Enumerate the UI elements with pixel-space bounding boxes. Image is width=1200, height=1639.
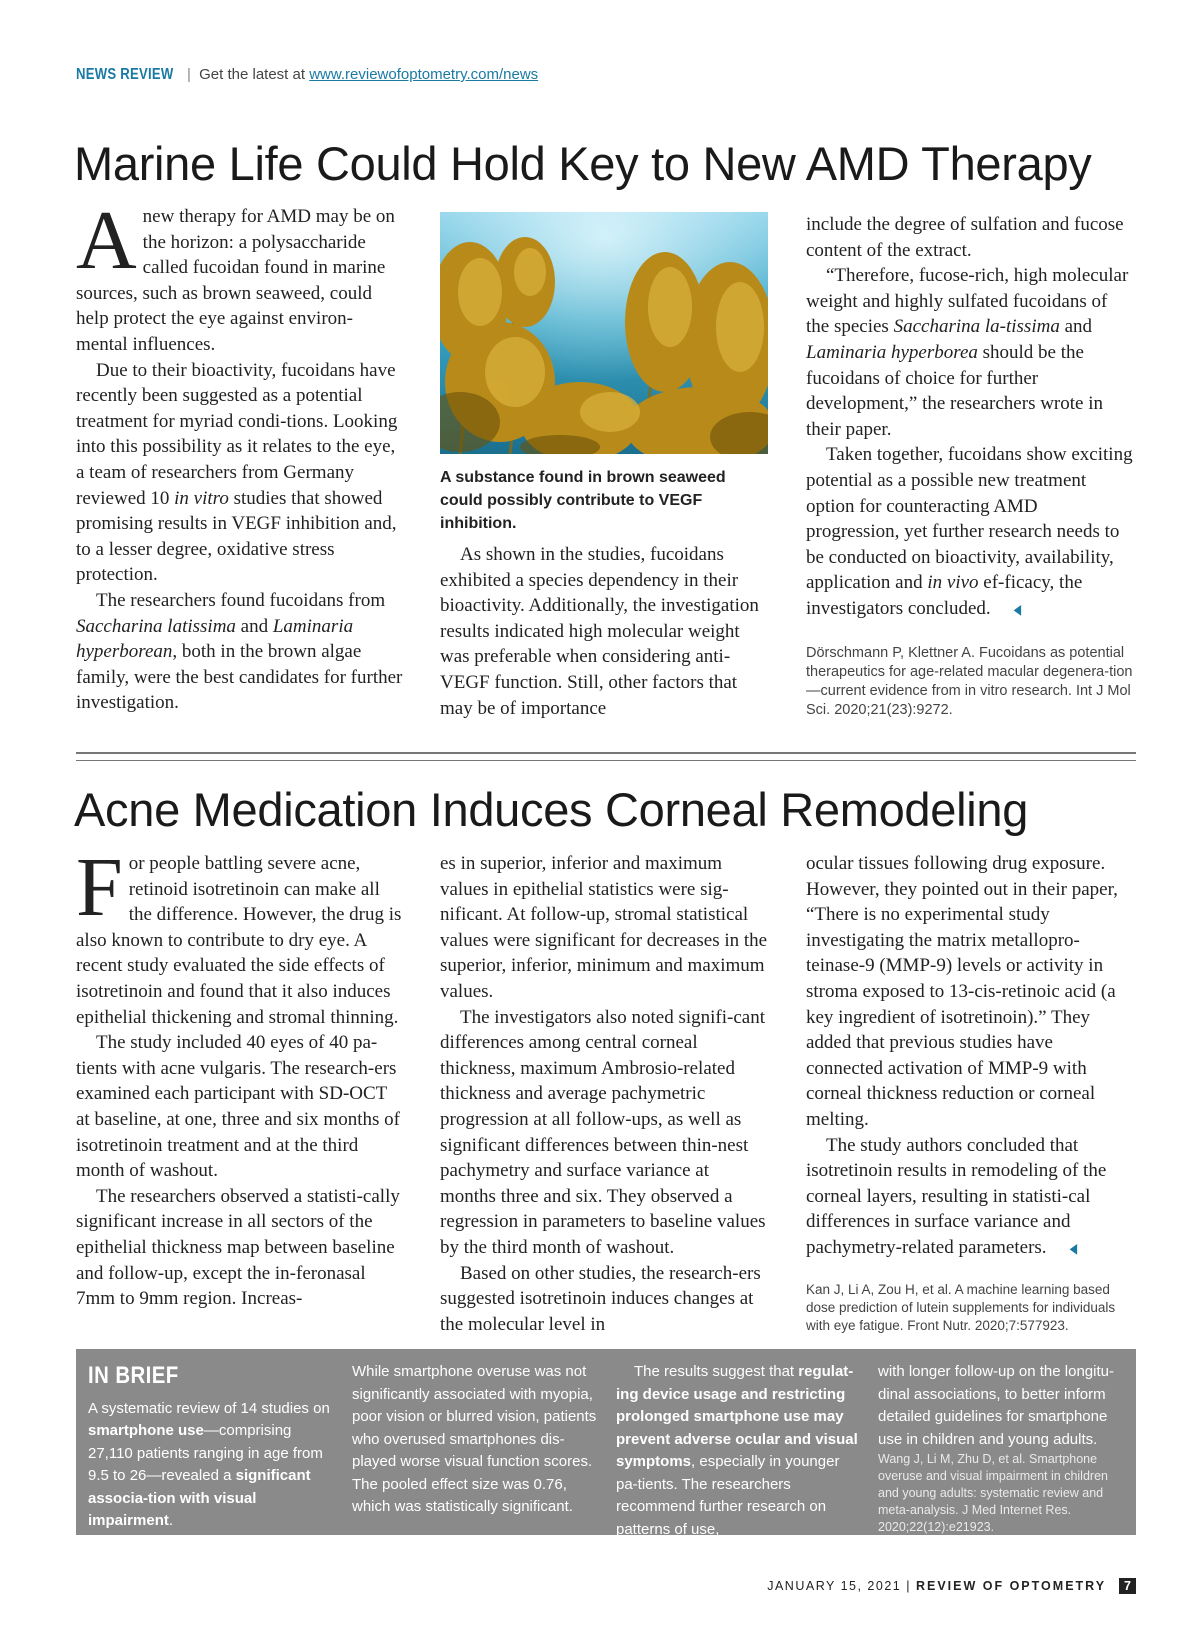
issue-date: JANUARY 15, 2021 <box>767 1579 902 1593</box>
in-brief-column-4: with longer follow-up on the longitu-dinal associations, to better inform detailed guidelines for smartphone use in children and young adults. Wang J, Li M, Zhu D, et al. Smartphone overuse and visual impairment in children and young adults: systematic review and meta-analysis. J Med Internet Res. 2020;22(12):e21923. <box>878 1361 1126 1536</box>
article2-column-3: ocular tissues following drug exposure. However, they pointed out in their paper, “There is no experimental study investigating the matrix metallopro-teinase-9 (MMP-9) levels or activity in stroma exposed to 13-cis-retinoic acid (a key ingredient of isotretinoin).” They added that previous studies have connected activation of MMP-9 with corneal thickness reduction or corneal melting. The study authors concluded that isotretinoin results in remodeling of the corneal layers, resulting in statisti-cal differences in surface variance and pachymetry-related parameters. ◀ <box>806 851 1134 1263</box>
in-brief-column-3: The results suggest that regulat-ing device usage and restricting prolonged smartphone use may prevent adverse ocular and visual symptoms, especially in younger pa-tients. The researchers recommend further research on patterns of use, <box>616 1363 858 1538</box>
section-divider <box>76 752 1136 761</box>
in-brief-box <box>76 1349 1136 1538</box>
latest-prefix: Get the latest at <box>199 66 306 83</box>
in-brief-column-1: IN BRIEF A systematic review of 14 studies on smartphone use—comprising 27,110 patients ranging in age from 9.5 to 26—revealed a significant associa-tion with visual impairment. <box>88 1362 330 1529</box>
section-header <box>76 66 538 84</box>
article1-column-1: Anew therapy for AMD may be on the horizon: a polysaccharide called fucoidan found in marine sources, such as brown seaweed, could help protect the eye against environ-mental influences. Due to their bioactivity, fucoidans have recently been suggested as a potential treatment for myriad condi-tions. Looking into this possibility as it relates to the eye, a team of researchers from Germany reviewed 10 in vitro studies that showed promising results in VEGF inhibition and, to a lesser degree, oxidative stress protection. The researchers found fucoidans from Saccharina latissima and Laminaria hyperborean, both in the brown algae family, were the best candidates for further investigation. <box>76 194 403 714</box>
page-number: 7 <box>1119 1578 1136 1594</box>
article-title-marine: Marine Life Could Hold Key to New AMD Therapy <box>74 137 1092 190</box>
article2-column-2: es in superior, inferior and maximum values in epithelial statistics were sig-nificant. At follow-up, stromal statistical values were significant for decreases in the superior, inferior, minimum and maximum values. The investigators also noted signifi-cant differences among central corneal thickness, maximum Ambrosio-related thickness and average pachymetric progression at all follow-ups, as well as significant differences between thin-nest pachymetry and surface variance at months three and six. They observed a regression in parameters to baseline values by the third month of washout. Based on other studies, the research-ers suggested isotretinoin induces changes at the molecular level in <box>440 853 768 1335</box>
article2-column-1: For people battling severe acne, retinoid isotretinoin can make all the difference. However, the drug is also known to contribute to dry eye. A recent study evaluated the side effects of isotretinoin and found that it also induces epithelial thickening and stromal thinning. The study included 40 eyes of 40 pa-tients with acne vulgaris. The research-ers examined each participant with SD-OCT at baseline, at one, three and six months of isotretinoin treatment and at the third month of washout. The researchers observed a statisti-cally significant increase in all sectors of the epithelial thickness map between baseline and follow-up, except the in-feronasal 7mm to 9mm region. Increas- <box>76 841 402 1310</box>
footer-separator: | <box>906 1579 911 1593</box>
article1-column-2: As shown in the studies, fucoidans exhibited a species dependency in their bioactivity. Additionally, the investigation results indicated high molecular weight was preferable when considering anti-VEGF function. Still, other factors that may be of importance <box>440 544 759 719</box>
drop-cap: A <box>76 194 137 287</box>
photo-caption: A substance found in brown seaweed could possibly contribute to VEGF inhibition. <box>440 469 726 532</box>
in-brief-title: IN BRIEF <box>88 1362 179 1389</box>
end-mark-icon: ◀ <box>1069 1241 1077 1257</box>
section-label: NEWS REVIEW <box>76 66 174 83</box>
article2-reference: Kan J, Li A, Zou H, et al. A machine learning based dose prediction of lutein supplements for individuals with eye fatigue. Front Nutr. 2020;7:577923. <box>806 1282 1116 1333</box>
seaweed-photo <box>440 212 768 454</box>
page-footer <box>767 1578 1136 1594</box>
end-mark-icon: ◀ <box>1013 602 1021 618</box>
in-brief-column-2: While smartphone overuse was not significantly associated with myopia, poor vision or blurred vision, patients who overused smartphones dis-played worse visual function scores. The pooled effect size was 0.76, which was statistically significant. <box>352 1363 597 1515</box>
article1-column-3: include the degree of sulfation and fucose content of the extract. “Therefore, fucose-rich, high molecular weight and highly sulfated fucoidans of the species Saccharina la-tissima and Laminaria hyperborea should be the fucoidans of choice for further development,” the researchers wrote in their paper. Taken together, fucoidans show exciting potential as a possible new treatment option for counteracting AMD progression, yet further research needs to be conducted on bioactivity, availability, application and in vivo ef-ficacy, the investigators concluded. ◀ <box>806 212 1134 624</box>
article1-reference: Dörschmann P, Klettner A. Fucoidans as potential therapeutics for age-related macular degenera-tion—current evidence from in vitro research. Int J Mol Sci. 2020;21(23):9272. <box>806 645 1133 718</box>
article-title-acne: Acne Medication Induces Corneal Remodeling <box>74 783 1029 836</box>
news-link[interactable]: www.reviewofoptometry.com/news <box>309 66 539 83</box>
in-brief-reference: Wang J, Li M, Zhu D, et al. Smartphone overuse and visual impairment in children and young adults: systematic review and meta-analysis. J Med Internet Res. 2020;22(12):e21923. <box>878 1452 1108 1534</box>
magazine-name: REVIEW OF OPTOMETRY <box>915 1579 1107 1593</box>
drop-cap: F <box>76 841 123 934</box>
header-separator: | <box>187 66 191 83</box>
